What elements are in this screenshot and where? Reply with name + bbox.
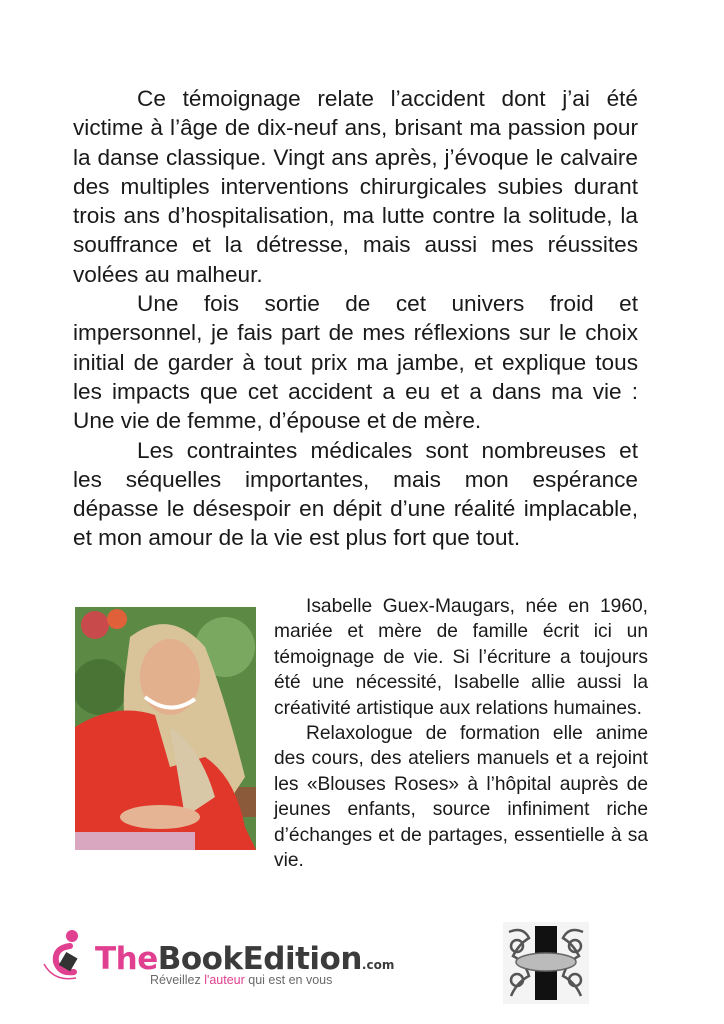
- author-bio: [274, 594, 648, 873]
- publisher-logo: [40, 928, 395, 992]
- ornamental-letter-h-icon: [503, 922, 589, 1004]
- bio-paragraph-2: Relaxologue de formation elle anime des cours, des ateliers manuels et a rejoint les «Blouses Roses» à l’hôpital auprès de jeunes enfants, source infiniment riche d’échanges et de partages, essentielle à sa vie.: [274, 723, 648, 872]
- summary-paragraph-3: Les contraintes médicales sont nombreuses et les séquelles importantes, mais mon espérance dépasse le désespoir en dépit d’une réalité implacable, et mon amour de la vie est plus fort que tout.: [73, 437, 638, 551]
- publisher-tagline: Réveillez l'auteur qui est en vous: [150, 973, 333, 987]
- summary-paragraph-2: Une fois sortie de cet univers froid et impersonnel, je fais part de mes réflexions sur le choix initial de garder à tout prix ma jambe, et explique tous les impacts que cet accident a eu et a dans ma vie : Une vie de femme, d’épouse et de mère.: [73, 291, 638, 434]
- author-photo: [75, 607, 256, 850]
- publisher-brand: TheBookEdition.com: [95, 941, 395, 977]
- portrait-illustration: [75, 607, 256, 850]
- back-cover-summary: [73, 84, 638, 553]
- summary-paragraph-1: Ce témoignage relate l’accident dont j’ai été victime à l’âge de dix-neuf ans, brisant ma passion pour la danse classique. Vingt ans après, j’évoque le calvaire des multiples interventions chirurgicales subies durant trois ans d’hospitalisation, ma lutte contre la solitude, la souffrance et la détresse, mais aussi mes réussites volées au malheur.: [73, 86, 638, 287]
- thebookedition-logo-icon: [40, 928, 92, 984]
- bio-paragraph-1: Isabelle Guex-Maugars, née en 1960, mariée et mère de famille écrit ici un témoignage de vie. Si l’écriture a toujours été une nécessité, Isabelle allie aussi la créativité artistique aux relations humaines.: [274, 596, 648, 719]
